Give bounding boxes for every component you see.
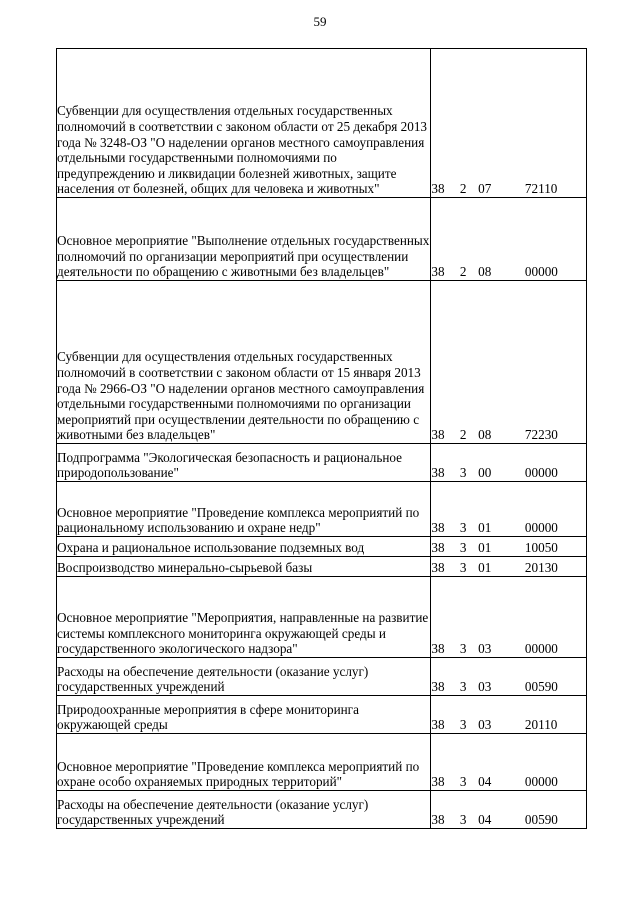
subprogram-code: 3 xyxy=(460,734,478,791)
program-code: 38 xyxy=(431,734,460,791)
table-row xyxy=(57,49,587,198)
program-code: 38 xyxy=(431,577,460,658)
main-activity-code: 00 xyxy=(478,444,525,482)
main-activity-code: 01 xyxy=(478,482,525,537)
row-description: Субвенции для осуществления отдельных государственных полномочий в соответствии с законом области от 25 декабря 2013 года № 3248-ОЗ "О наделении органов местного самоуправления отдельными государственными полномочиями по предупреждению и ликвидации болезней животных, защите населения от болезней, общих для человека и животных" xyxy=(57,49,431,198)
expense-direction-code: 10050 xyxy=(525,537,587,557)
row-description: Основное мероприятие "Мероприятия, направленные на развитие системы комплексного мониторинга окружающей среды и государственного экологического надзора" xyxy=(57,577,431,658)
budget-classification-table xyxy=(56,48,587,829)
subprogram-code: 2 xyxy=(460,198,478,281)
row-description: Воспроизводство минерально-сырьевой базы xyxy=(57,557,431,577)
main-activity-code: 08 xyxy=(478,198,525,281)
program-code: 38 xyxy=(431,658,460,696)
row-description: Охрана и рациональное использование подземных вод xyxy=(57,537,431,557)
expense-direction-code: 00000 xyxy=(525,198,587,281)
main-activity-code: 03 xyxy=(478,577,525,658)
table-row xyxy=(57,444,587,482)
main-activity-code: 03 xyxy=(478,658,525,696)
table-row xyxy=(57,281,587,444)
table-row xyxy=(57,696,587,734)
table-row xyxy=(57,557,587,577)
main-activity-code: 04 xyxy=(478,791,525,829)
table-row xyxy=(57,482,587,537)
program-code: 38 xyxy=(431,281,460,444)
main-activity-code: 08 xyxy=(478,281,525,444)
subprogram-code: 3 xyxy=(460,658,478,696)
subprogram-code: 3 xyxy=(460,696,478,734)
main-activity-code: 03 xyxy=(478,696,525,734)
expense-direction-code: 00590 xyxy=(525,791,587,829)
expense-direction-code: 00000 xyxy=(525,734,587,791)
program-code: 38 xyxy=(431,198,460,281)
expense-direction-code: 00000 xyxy=(525,444,587,482)
expense-direction-code: 20130 xyxy=(525,557,587,577)
row-description: Расходы на обеспечение деятельности (оказание услуг) государственных учреждений xyxy=(57,658,431,696)
program-code: 38 xyxy=(431,791,460,829)
main-activity-code: 07 xyxy=(478,49,525,198)
subprogram-code: 2 xyxy=(460,49,478,198)
main-activity-code: 01 xyxy=(478,557,525,577)
expense-direction-code: 00000 xyxy=(525,482,587,537)
subprogram-code: 3 xyxy=(460,577,478,658)
expense-direction-code: 72110 xyxy=(525,49,587,198)
subprogram-code: 3 xyxy=(460,791,478,829)
expense-direction-code: 20110 xyxy=(525,696,587,734)
table-row xyxy=(57,734,587,791)
subprogram-code: 3 xyxy=(460,537,478,557)
subprogram-code: 2 xyxy=(460,281,478,444)
expense-direction-code: 00000 xyxy=(525,577,587,658)
program-code: 38 xyxy=(431,482,460,537)
program-code: 38 xyxy=(431,537,460,557)
row-description: Основное мероприятие "Проведение комплекса мероприятий по охране особо охраняемых природных территорий" xyxy=(57,734,431,791)
row-description: Природоохранные мероприятия в сфере мониторинга окружающей среды xyxy=(57,696,431,734)
table-row xyxy=(57,791,587,829)
subprogram-code: 3 xyxy=(460,482,478,537)
table-row xyxy=(57,577,587,658)
row-description: Основное мероприятие "Выполнение отдельных государственных полномочий по организации мероприятий при осуществлении деятельности по обращению с животными без владельцев" xyxy=(57,198,431,281)
subprogram-code: 3 xyxy=(460,557,478,577)
row-description: Подпрограмма "Экологическая безопасность и рациональное природопользование" xyxy=(57,444,431,482)
subprogram-code: 3 xyxy=(460,444,478,482)
row-description: Субвенции для осуществления отдельных государственных полномочий в соответствии с законом области от 15 января 2013 года № 2966-ОЗ "О наделении органов местного самоуправления отдельными государственными полномочиями по организации мероприятий при осуществлении деятельности по обращению с животными без владельцев" xyxy=(57,281,431,444)
row-description: Основное мероприятие "Проведение комплекса мероприятий по рациональному использованию и охране недр" xyxy=(57,482,431,537)
expense-direction-code: 00590 xyxy=(525,658,587,696)
table-row xyxy=(57,658,587,696)
table-row xyxy=(57,198,587,281)
expense-direction-code: 72230 xyxy=(525,281,587,444)
program-code: 38 xyxy=(431,49,460,198)
main-activity-code: 04 xyxy=(478,734,525,791)
main-activity-code: 01 xyxy=(478,537,525,557)
program-code: 38 xyxy=(431,444,460,482)
program-code: 38 xyxy=(431,557,460,577)
table-row xyxy=(57,537,587,557)
row-description: Расходы на обеспечение деятельности (оказание услуг) государственных учреждений xyxy=(57,791,431,829)
program-code: 38 xyxy=(431,696,460,734)
page-number: 59 xyxy=(313,14,327,29)
